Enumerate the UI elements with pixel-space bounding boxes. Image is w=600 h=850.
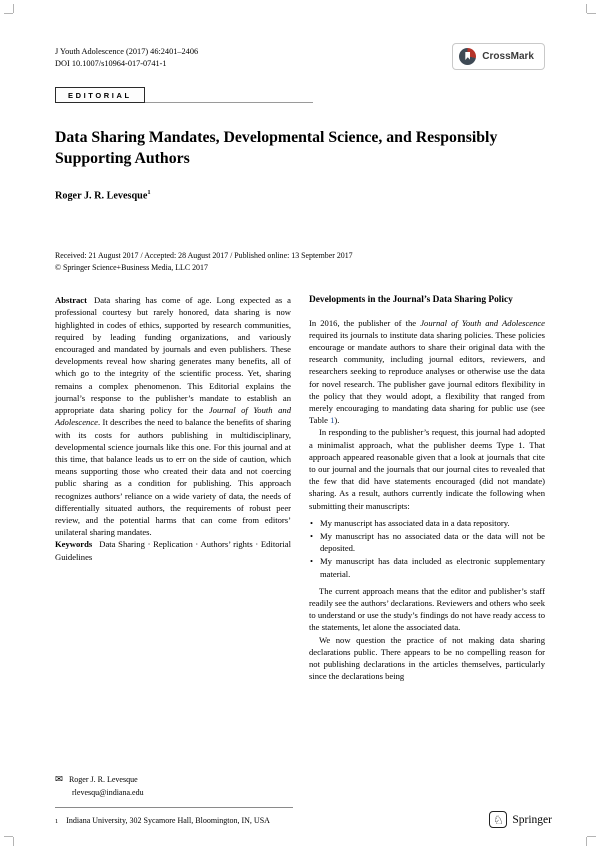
section-paragraph-3: The current approach means that the editor and publisher’s staff readily see the authors’ declarations. Reviewers and others who seek to understand or use the study’s findings do not have ready access to the statements, let alone the associated data.: [309, 585, 545, 633]
article-history: Received: 21 August 2017 / Accepted: 28 August 2017 / Published online: 13 September 2017: [55, 251, 353, 261]
affiliation-text: Indiana University, 302 Sycamore Hall, Bloomington, IN, USA: [66, 815, 270, 825]
keywords-label: Keywords: [55, 539, 93, 550]
crop-mark: [4, 836, 13, 837]
p1-text-a: In 2016, the publisher of the: [309, 317, 421, 328]
abstract-journal-name: Journal of Youth and Adolescence: [55, 405, 291, 428]
two-column-body: [55, 294, 545, 682]
keywords-text: Data Sharing · Replication · Authors’ rights · Editorial Guidelines: [55, 539, 291, 562]
abstract-label: Abstract: [55, 295, 87, 306]
crop-mark: [13, 837, 14, 846]
section-paragraph-1: [309, 317, 545, 427]
springer-logo: [489, 811, 552, 828]
crop-mark: [586, 4, 587, 13]
correspondence-email[interactable]: rlevesqu@indiana.edu: [72, 787, 144, 797]
list-item: • My manuscript has no associated data or the data will not be deposited.: [309, 530, 545, 554]
right-column: [309, 294, 545, 682]
keywords-paragraph: [55, 538, 291, 562]
author-line: [55, 189, 545, 201]
envelope-icon: ✉: [55, 775, 63, 786]
article-type-label: EDITORIAL: [55, 87, 145, 103]
footnote-divider: [55, 807, 293, 808]
correspondence-row: [55, 774, 307, 786]
abstract-text-1: Data sharing has come of age. Long expected as a professional courtesy but rarely honored, data sharing is now highlighted in codes of ethics, supported by research communities, required by leading funding organizations, and variously encouraged and mandated by journals and even publishers. These developments reveal how sharing generates many benefits, all of which go to the integrity of the scientific process. Yet, sharing remains a complex phenomenon. This Editorial explains the journal’s response to the publisher’s mandate to establish an appropriate data sharing policy for the: [55, 295, 291, 416]
section-paragraph-2: In responding to the publisher’s request, this journal had adopted a minimalist approach, what the publisher deems Type 1. That approach appeared reasonable given that a look at journals that cite to our journal and the journals that our journal cites to revealed that the few that did have statements encouraged (did not mandate) sharing. As a result, authors currently indicate the following when submitting their manuscripts:: [309, 427, 545, 511]
p1-journal-name: Journal of Youth and Adolescence: [420, 317, 545, 328]
affiliation-marker: 1: [55, 817, 59, 825]
list-item: • My manuscript has data included as electronic supplementary material.: [309, 555, 545, 579]
author-name: Roger J. R. Levesque: [55, 190, 148, 202]
section-paragraph-4: We now question the practice of not making data sharing declarations public. There appears to be no compelling reason for not publishing declarations in the articles themselves, particularly since the declarations being: [309, 634, 545, 682]
crossmark-badge[interactable]: [452, 43, 545, 70]
p1-text-b: required its journals to institute data sharing policies. These policies encourage or mandate authors to share their original data with the research community, including journal editors, reviewers, and researchers seeking to reproduce analyses or otherwise use the data for novel research. The publisher gave journal editors flexibility in the policy that they would adopt, a flexibility that ranged from merely encouraging to mandating data sharing for public use (see Table: [309, 329, 545, 426]
crop-mark: [586, 837, 587, 846]
journal-citation: J Youth Adolescence (2017) 46:2401–2406: [55, 47, 199, 56]
copyright-line: © Springer Science+Business Media, LLC 2017: [55, 263, 208, 273]
p1-text-c: ).: [334, 415, 340, 426]
footnote-block: [55, 774, 307, 826]
declaration-options-list: [309, 517, 545, 580]
springer-horse-icon: ♘: [489, 811, 507, 828]
article-type-row: [55, 87, 545, 103]
crop-mark: [587, 13, 596, 14]
article-title: Data Sharing Mandates, Developmental Science, and Responsibly Supporting Authors: [55, 128, 498, 167]
crop-mark: [4, 13, 13, 14]
correspondence-name: Roger J. R. Levesque: [68, 775, 138, 785]
type-rule-divider: [145, 102, 313, 103]
doi: DOI 10.1007/s10964-017-0741-1: [55, 59, 167, 69]
crop-mark: [587, 836, 596, 837]
springer-wordmark: Springer: [512, 813, 552, 826]
masthead: [55, 46, 545, 71]
affiliation-row: [55, 815, 307, 826]
abstract-text-2: . It describes the need to balance the benefits of sharing with its costs for authors publishing in multidisciplinary, developmental science journals like this one. For this journal and at this time, that balance leads us to err on the side of caution, which means supporting those who created their data and not coercing public sharing as a condition for publishing. This approach recognizes authors’ reliance on a wide variety of data, the needs of differentially situated authors, the requirements of robust peer review, and the potential harms that can come from editors’ unilateral sharing mandates.: [55, 417, 291, 538]
crossmark-label: CrossMark: [482, 51, 534, 62]
author-affiliation-marker: 1: [147, 188, 151, 196]
section-heading: Developments in the Journal’s Data Sharing Policy: [309, 295, 513, 306]
abstract-paragraph: [55, 294, 291, 538]
crossmark-icon: [459, 48, 476, 65]
crop-mark: [13, 4, 14, 13]
table-1-reference[interactable]: 1: [330, 415, 335, 426]
left-column: [55, 294, 291, 682]
publication-info: [55, 46, 198, 71]
list-item: • My manuscript has associated data in a data repository.: [309, 517, 545, 529]
